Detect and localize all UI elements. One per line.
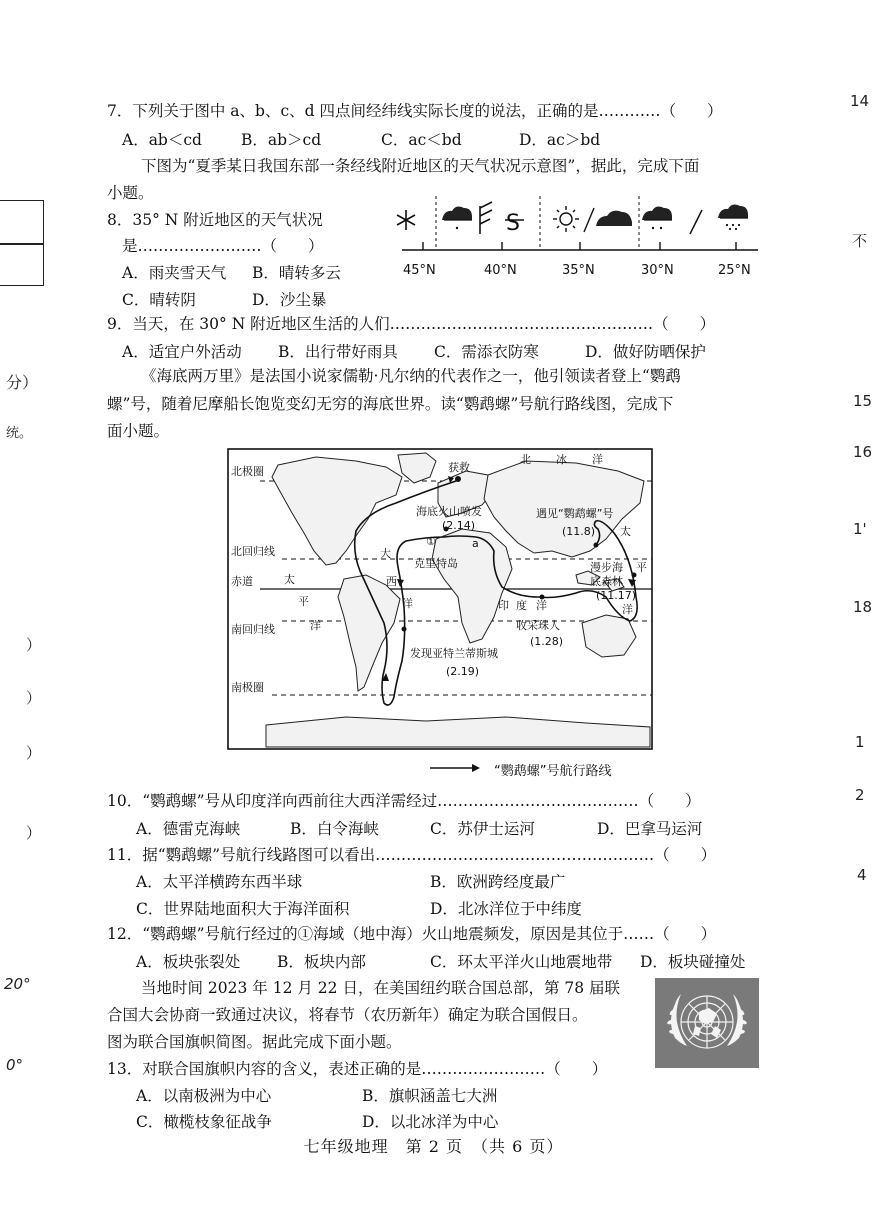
lat-label-25: 25°N [718, 263, 751, 278]
label-arctic-yang: 洋 [592, 453, 603, 466]
q10-option-c: C．苏伊士运河 [430, 820, 535, 838]
weather-diagram [396, 194, 770, 286]
margin-left-deg0: 0° [6, 1056, 24, 1074]
label-atlantis-date: (2.19) [446, 665, 480, 678]
un-intro-line2: 合国大会协商一致通过决议，将春节（农历新年）确定为联合国假日。 [107, 1006, 588, 1024]
label-forest2: 底森林 [590, 575, 623, 588]
transition-slash [584, 208, 594, 232]
rain-icon [442, 207, 472, 230]
label-pearl-date: (1.28) [530, 635, 564, 648]
q13-option-a: A．以南极洲为中心 [136, 1087, 272, 1105]
margin-right-bu: 不 [852, 232, 868, 250]
label-circle-1: ① [426, 535, 436, 548]
label-ocean-yang-right: 洋 [622, 603, 633, 616]
weather-intro-line2: 小题。 [107, 184, 154, 202]
rescue-marker [455, 476, 461, 482]
q7-stem: 7．下列关于图中 a、b、c、d 四点间经纬线实际长度的说法，正确的是…………（ ） [107, 102, 723, 120]
q12-option-a: A．板块张裂处 [136, 953, 241, 971]
snow-icon [397, 210, 415, 230]
lat-label-40: 40°N [484, 263, 517, 278]
q8-option-d: D．沙尘暴 [252, 291, 327, 309]
wind-icon [480, 202, 492, 234]
un-intro-line3: 图为联合国旗帜简图。据此完成下面小题。 [107, 1033, 402, 1051]
q12-stem: 12．“鹦鹉螺”号航行经过的①海域（地中海）火山地震频发，原因是其位于……（ ） [107, 925, 717, 943]
lat-label-35: 35°N [562, 263, 595, 278]
label-rescue: 获救 [448, 461, 470, 474]
label-meet-date: (11.8) [562, 525, 596, 538]
label-ocean-da: 大 [380, 547, 391, 560]
sandstorm-icon [505, 211, 524, 236]
transition-slash [690, 210, 702, 234]
margin-left-fen: 分） [6, 373, 39, 392]
label-tropic-cancer: 北回归线 [231, 545, 275, 558]
label-forest-date: (11.17) [596, 589, 637, 602]
margin-right-17: 1' [853, 520, 867, 538]
q8-option-a: A．雨夹雪天气 [122, 264, 227, 282]
rain-icon [642, 207, 672, 230]
margin-right-16: 16 [853, 443, 872, 461]
margin-right-1: 1 [855, 733, 865, 751]
label-point-a: a [472, 537, 479, 550]
rain-icon [718, 205, 748, 231]
label-atlantis: 发现亚特兰蒂斯城 [410, 647, 498, 660]
q12-option-b: B．板块内部 [277, 953, 366, 971]
label-indian-yang: 洋 [536, 599, 547, 612]
q11-option-d: D．北冰洋位于中纬度 [430, 900, 582, 918]
margin-left-deg20: 20° [4, 975, 31, 993]
q8-stem-line2: 是……………………（ ） [122, 237, 324, 255]
q10-stem: 10．“鹦鹉螺”号从印度洋向西前往大西洋需经过…………………………………（ ） [107, 792, 701, 810]
margin-left-paren: ） [26, 636, 42, 654]
q11-stem: 11．据“鹦鹉螺”号航行线路图可以看出………………………………………………（ ） [107, 846, 717, 864]
nautilus-intro-line1: 《海底两万里》是法国小说家儒勒·凡尔纳的代表作之一，他引领读者登上“鹦鹉 [141, 367, 681, 385]
label-ocean-yang-left: 洋 [310, 619, 321, 632]
un-flag-image [655, 978, 759, 1068]
q12-option-d: D．板块碰撞处 [640, 953, 746, 971]
q9-option-a: A．适宜户外活动 [122, 343, 242, 361]
label-indian-yin: 印 [498, 599, 509, 612]
q11-option-c: C．世界陆地面积大于海洋面积 [136, 900, 350, 918]
label-equator: 赤道 [231, 575, 253, 588]
label-meet: 遇见“鹦鹉螺”号 [536, 507, 614, 520]
margin-left-tong: 统。 [6, 426, 33, 441]
label-pearl: 收采珠人 [516, 619, 560, 632]
meet-marker [594, 543, 599, 548]
lat-label-30: 30°N [641, 263, 674, 278]
margin-right-4: 4 [857, 866, 867, 884]
label-ocean-yang1: 洋 [402, 597, 413, 610]
svg-text:S: S [506, 211, 520, 236]
route-legend-arrow [428, 762, 482, 774]
q11-option-a: A．太平洋横跨东西半球 [136, 873, 303, 891]
label-tropic-capricorn: 南回归线 [231, 623, 275, 636]
label-arctic-bei: 北 [520, 453, 531, 466]
weather-intro-line1: 下图为“夏季某日我国东部一条经线附近地区的天气状况示意图”，据此，完成下面 [141, 157, 700, 175]
q13-option-b: B．旗帜涵盖七大洲 [362, 1087, 498, 1105]
margin-left-paren: ） [26, 744, 42, 762]
label-ocean-tai-right: 太 [620, 525, 631, 538]
q7-option-b: B．ab＞cd [241, 131, 322, 149]
label-ocean-ping-left: 平 [298, 595, 309, 608]
q10-option-d: D．巴拿马运河 [597, 820, 703, 838]
margin-right-2: 2 [855, 786, 865, 804]
nautilus-route-map [226, 447, 656, 753]
atlantis-marker [402, 627, 407, 632]
route-legend-label: “鹦鹉螺”号航行路线 [494, 764, 612, 779]
q11-option-b: B．欧洲跨经度最广 [430, 873, 566, 891]
margin-right-18: 18 [853, 598, 872, 616]
q13-option-c: C．橄榄枝象征战争 [136, 1113, 272, 1131]
q8-option-c: C．晴转阴 [122, 291, 196, 309]
q9-option-b: B．出行带好雨具 [278, 343, 398, 361]
page-footer: 七年级地理 第 2 页 （共 6 页） [303, 1137, 564, 1156]
margin-box-lower [0, 244, 44, 286]
margin-right-14: 14 [850, 92, 870, 110]
cloudy-icon [596, 211, 632, 226]
q7-option-a: A．ab＜cd [122, 131, 202, 149]
q9-option-d: D．做好防晒保护 [585, 343, 706, 361]
label-south-polar: 南极圈 [231, 681, 264, 694]
label-volcano-date: (2.14) [442, 519, 476, 532]
margin-right-15: 15 [853, 392, 872, 410]
q9-stem: 9．当天，在 30° N 附近地区生活的人们……………………………………………（ ） [107, 315, 716, 333]
label-volcano: 海底火山喷发 [416, 505, 482, 518]
sunny-icon [553, 206, 579, 232]
label-arctic-bing: 冰 [556, 453, 567, 466]
nautilus-intro-line3: 面小题。 [107, 422, 170, 440]
margin-left-paren: ） [26, 689, 42, 707]
q8-stem-line1: 8．35° N 附近地区的天气状况 [107, 211, 323, 229]
label-forest: 漫步海 [590, 561, 623, 574]
q12-option-c: C．环太平洋火山地震地带 [430, 953, 613, 971]
q7-option-d: D．ac＞bd [519, 131, 601, 149]
q9-option-c: C．需添衣防寒 [434, 343, 539, 361]
q8-option-b: B．晴转多云 [252, 264, 341, 282]
label-crete: 克里特岛 [414, 557, 458, 570]
margin-box-upper [0, 200, 44, 244]
label-ocean-tai-left: 太 [284, 573, 295, 586]
label-ocean-xi: 西 [386, 575, 397, 588]
q13-stem: 13．对联合国旗帜内容的含义，表述正确的是……………………（ ） [107, 1060, 608, 1078]
lat-label-45: 45°N [403, 263, 436, 278]
q13-option-d: D．以北冰洋为中心 [362, 1113, 499, 1131]
q10-option-b: B．白令海峡 [290, 820, 379, 838]
q10-option-a: A．德雷克海峡 [136, 820, 241, 838]
label-indian-du: 度 [516, 599, 527, 612]
label-ocean-ping-right: 平 [636, 561, 647, 574]
nautilus-intro-line2: 螺”号，随着尼摩船长饱览变幻无穷的海底世界。读“鹦鹉螺”号航行路线图，完成下 [107, 395, 674, 413]
label-north-polar: 北极圈 [231, 465, 264, 478]
un-intro-line1: 当地时间 2023 年 12 月 22 日，在美国纽约联合国总部，第 78 届联 [141, 979, 621, 997]
q7-option-c: C．ac＜bd [381, 131, 462, 149]
margin-left-paren: ） [26, 824, 42, 842]
